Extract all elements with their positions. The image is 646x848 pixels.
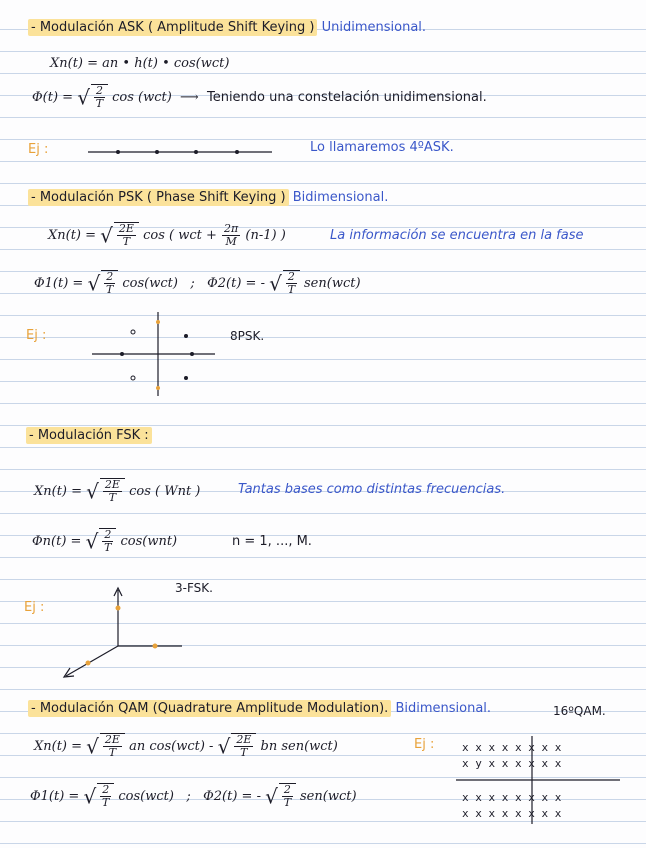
- qam-dimension: Bidimensional.: [395, 701, 492, 716]
- psk-point: [190, 352, 194, 356]
- sqrt-icon: √: [77, 85, 90, 110]
- psk-frac-num: 2E: [118, 222, 134, 235]
- ask-point: [235, 150, 239, 154]
- psk-heading: - Modulación PSK ( Phase Shift Keying ): [28, 189, 289, 206]
- psk-xn-lhs: Xn(t) =: [48, 228, 97, 243]
- psk-constellation: [92, 312, 215, 396]
- qam-xn-lhs: Xn(t) =: [34, 739, 83, 754]
- ask-frac-num: 2: [95, 84, 103, 97]
- psk-sep: ;: [190, 276, 195, 291]
- fsk-note: Tantas bases como distintas frecuencias.: [238, 482, 506, 497]
- psk-phi1-den: T: [106, 283, 114, 296]
- psk-ej: Ej :: [26, 328, 47, 343]
- ask-heading: - Modulación ASK ( Amplitude Shift Keying ): [28, 19, 317, 36]
- fsk-axes: [64, 588, 182, 677]
- qam-label: 16ºQAM.: [553, 704, 606, 718]
- sqrt-icon: √: [86, 479, 99, 504]
- sqrt-icon: √: [265, 784, 278, 809]
- qam-sep: ;: [186, 789, 191, 804]
- ask-constellation: [88, 150, 272, 154]
- fsk-phi-num: 2: [104, 528, 112, 541]
- ask-xn-equation: Xn(t) = an • h(t) • cos(wct): [50, 56, 230, 71]
- ask-frac-den: T: [95, 97, 104, 110]
- psk-phi2-den: T: [287, 283, 296, 296]
- psk-point: [184, 376, 188, 380]
- sqrt-icon: √: [85, 529, 99, 554]
- qam-phi1-cos: cos(wct): [118, 789, 174, 804]
- qam-heading: - Modulación QAM (Quadrature Amplitude Modulation).: [28, 700, 391, 717]
- psk-M: M: [225, 235, 237, 248]
- sqrt-icon: √: [269, 271, 282, 296]
- ask-cos: cos (wct): [112, 90, 172, 105]
- qam-grid-row-4: x x x x x x x x: [462, 807, 562, 820]
- qam-phi2-sen: sen(wct): [300, 789, 357, 804]
- psk-phi1-lhs: Φ1(t) =: [34, 276, 84, 291]
- fsk-point: [116, 606, 121, 611]
- fsk-cos: cos ( Wnt ): [129, 484, 201, 499]
- fsk-xn-lhs: Xn(t) =: [34, 484, 83, 499]
- psk-label: 8PSK.: [230, 329, 265, 343]
- psk-frac-den: T: [122, 235, 131, 248]
- qam-an-cos: an cos(wct) -: [129, 739, 214, 754]
- qam-grid-axes: [456, 736, 620, 824]
- qam-bn-sen: bn sen(wct): [260, 739, 338, 754]
- ask-dimension: Unidimensional.: [321, 20, 427, 35]
- psk-n-minus: (n-1) ): [245, 228, 286, 243]
- qam-grid-row-3: x x x x x x x x: [462, 791, 562, 804]
- fsk-ej: Ej :: [24, 600, 45, 615]
- qam-frac2-num: 2E: [236, 733, 252, 746]
- fsk-label: 3-FSK.: [175, 581, 213, 595]
- sqrt-icon: √: [87, 271, 101, 296]
- sqrt-icon: √: [83, 784, 97, 809]
- psk-phi1-cos: cos(wct): [122, 276, 178, 291]
- psk-point: [156, 386, 160, 390]
- psk-point: [131, 376, 135, 380]
- psk-cos-part: cos ( wct +: [143, 228, 217, 243]
- psk-2pi: 2π: [224, 222, 239, 235]
- qam-phi2-lhs: Φ2(t) = -: [203, 789, 261, 804]
- qam-phi1-num: 2: [102, 783, 110, 796]
- qam-ej: Ej :: [414, 737, 435, 752]
- fsk-point: [86, 661, 91, 666]
- qam-frac1-den: T: [108, 746, 117, 759]
- psk-point: [156, 320, 160, 324]
- ask-ej-note: Lo llamaremos 4ºASK.: [310, 140, 454, 155]
- fsk-heading: - Modulación FSK :: [26, 427, 152, 444]
- fsk-axis-y: [66, 646, 118, 676]
- qam-phi2-num: 2: [283, 783, 291, 796]
- ask-ej: Ej :: [28, 142, 49, 157]
- psk-info: La información se encuentra en la fase: [330, 228, 584, 243]
- psk-point: [184, 334, 188, 338]
- fsk-phi-cos: cos(wnt): [120, 534, 178, 549]
- psk-phi1-num: 2: [106, 270, 114, 283]
- psk-phi2-num: 2: [287, 270, 295, 283]
- psk-dimension: Bidimensional.: [292, 190, 389, 205]
- sqrt-icon: √: [100, 223, 113, 248]
- fsk-phi-den: T: [104, 541, 112, 554]
- arrow-icon: ⟶: [175, 90, 203, 105]
- ask-phi-lhs: Φ(t) =: [32, 90, 74, 105]
- qam-frac2-den: T: [240, 746, 248, 759]
- qam-phi2-den: T: [283, 796, 292, 809]
- psk-point: [131, 330, 135, 334]
- psk-point: [120, 352, 124, 356]
- qam-grid-row-2: x y x x x x x x: [462, 757, 562, 770]
- fsk-range: n = 1, ..., M.: [232, 534, 312, 549]
- sqrt-icon: √: [217, 734, 231, 759]
- qam-phi1-lhs: Φ1(t) =: [30, 789, 80, 804]
- ask-arrow-text: Teniendo una constelación unidimensional.: [206, 90, 487, 105]
- qam-grid-row-1: x x x x x x x x: [462, 741, 562, 754]
- fsk-frac-den: T: [108, 491, 117, 504]
- fsk-phi-lhs: Φn(t) =: [32, 534, 82, 549]
- psk-phi2-sen: sen(wct): [304, 276, 361, 291]
- ask-point: [194, 150, 198, 154]
- sqrt-icon: √: [86, 734, 99, 759]
- fsk-point: [153, 644, 158, 649]
- ask-point: [155, 150, 159, 154]
- fsk-frac-num: 2E: [104, 478, 120, 491]
- ask-point: [116, 150, 120, 154]
- qam-frac1-num: 2E: [104, 733, 120, 746]
- psk-phi2-lhs: Φ2(t) = -: [207, 276, 265, 291]
- qam-phi1-den: T: [102, 796, 110, 809]
